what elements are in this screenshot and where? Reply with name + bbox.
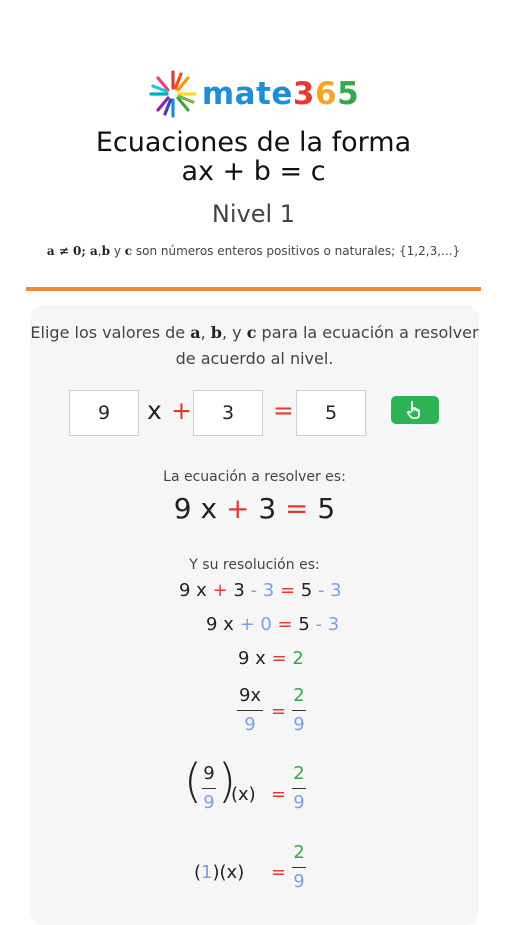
step-6-result: 2 9 xyxy=(293,842,305,892)
step-5-x: (x) xyxy=(231,784,256,805)
logo-text: mate365 xyxy=(201,76,360,112)
equals-sign: = xyxy=(273,396,294,425)
step-5-right-paren: ) xyxy=(218,754,236,808)
equation-display: 9 x + 3 = 5 xyxy=(173,492,336,525)
plus-sign: + xyxy=(171,396,192,425)
step-4-fraction: 9x 9 xyxy=(238,685,262,735)
variable-x: x xyxy=(147,396,162,425)
instruction-text: Elige los valores de a, b, y c para la ecuación a resolver de acuerdo al nivel. xyxy=(30,323,479,368)
step-2: 9 x + 0 = 5 - 3 xyxy=(206,614,340,635)
equation-caption: La ecuación a resolver es: xyxy=(163,469,346,485)
solve-button[interactable] xyxy=(391,396,439,424)
page-title xyxy=(0,128,507,186)
title-line-1: Ecuaciones de la forma xyxy=(95,127,412,158)
input-b[interactable]: 3 xyxy=(193,390,263,436)
level-label: Nivel 1 xyxy=(211,200,296,228)
step-6-equals: = xyxy=(271,862,287,883)
step-1: 9 x + 3 - 3 = 5 - 3 xyxy=(179,580,342,601)
step-6-expression: (1)(x) xyxy=(194,862,245,883)
step-4-equals: = xyxy=(271,701,287,722)
divider xyxy=(26,287,481,291)
input-c[interactable]: 5 xyxy=(296,390,366,436)
pointer-hand-icon xyxy=(405,400,425,420)
title-line-2: ax + b = c xyxy=(181,156,326,187)
step-5-result: 2 9 xyxy=(293,763,305,813)
step-5-fraction: 9 9 xyxy=(203,763,215,813)
step-3: 9 x = 2 xyxy=(238,648,304,669)
coefficient-inputs xyxy=(69,390,449,438)
resolution-caption: Y su resolución es: xyxy=(189,557,320,573)
input-a[interactable]: 9 xyxy=(69,390,139,436)
logo xyxy=(0,66,507,122)
logo-flower-icon xyxy=(148,69,198,119)
step-5-left-paren: ( xyxy=(184,754,202,808)
conditions-text: a ≠ 0; a,b y c son números enteros positivos o naturales; {1,2,3,...} xyxy=(46,244,461,258)
step-4-result: 2 9 xyxy=(293,685,305,735)
step-5-equals: = xyxy=(271,784,287,805)
